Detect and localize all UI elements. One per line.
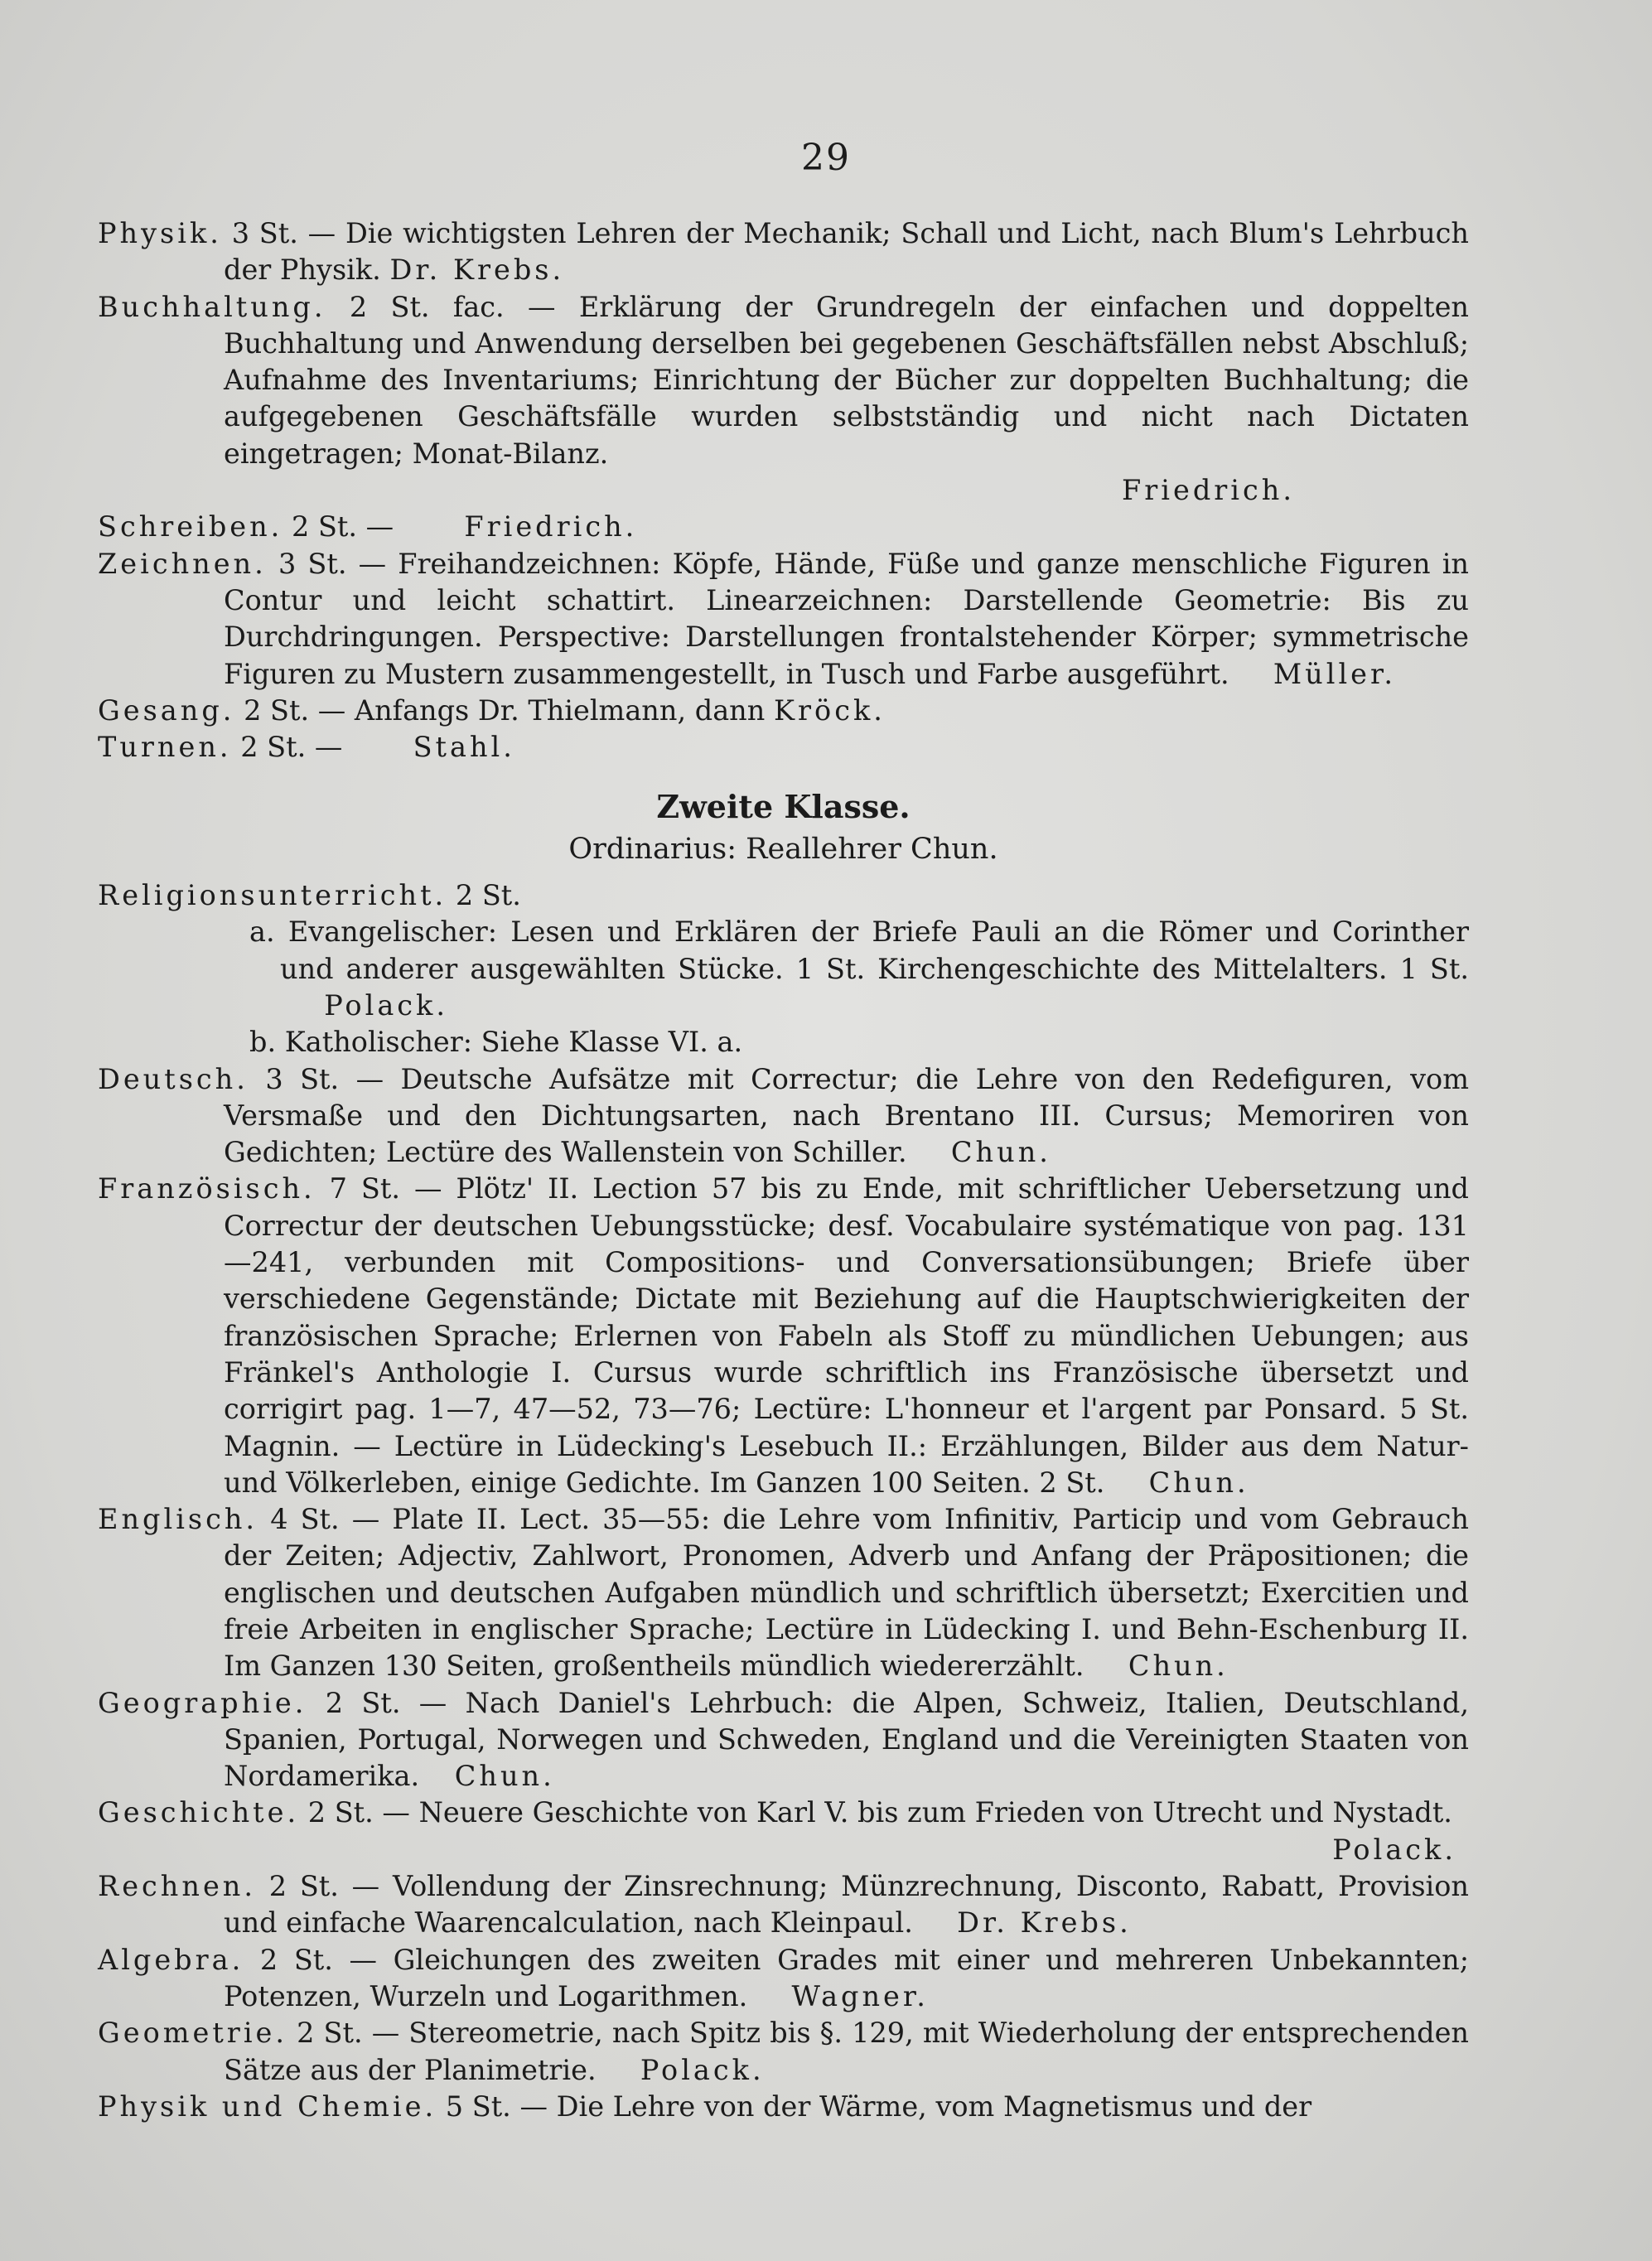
entry-buchhaltung — [98, 289, 1469, 472]
teacher: Dr. Krebs. — [389, 254, 565, 287]
entry-text: 2 St. — [455, 879, 521, 912]
subject: Algebra. — [98, 1943, 244, 1976]
subject: Geographie. — [98, 1686, 307, 1719]
entry-buchhaltung-teacher — [98, 472, 1469, 509]
teacher: Chun. — [1148, 1466, 1249, 1499]
teacher: Chun. — [454, 1760, 555, 1793]
entry-text: 2 St. — Vollendung der Zinsrechnung; Münzrechnung, Disconto, Rabatt, Provision und einfache Waarencalculation, nach Kleinpaul. — [224, 1870, 1469, 1940]
ordinarius-heading: Ordinarius: Reallehrer Chun. — [568, 832, 998, 866]
entry-geographie — [98, 1685, 1469, 1795]
entry-zeichnen — [98, 546, 1469, 693]
entry-franzoesisch — [98, 1171, 1469, 1501]
teacher: Chun. — [950, 1136, 1051, 1169]
entry-text: 2 St. — — [292, 510, 394, 544]
entry-text: 2 St. — Stereometrie, nach Spitz bis §. 129, mit Wiederholung der entsprechenden Sätze aus der Planimetrie. — [224, 2017, 1469, 2086]
entry-physik — [98, 215, 1469, 289]
teacher: Kröck. — [773, 693, 886, 727]
teacher: Friedrich. — [464, 510, 638, 544]
teacher: Müller. — [1273, 657, 1396, 690]
sub-label: a. — [249, 916, 275, 949]
subject: Buchhaltung. — [98, 290, 326, 323]
teacher: Polack. — [640, 2053, 765, 2086]
entry-algebra — [98, 1942, 1469, 2016]
entry-rechnen — [98, 1868, 1469, 1942]
page-content — [98, 215, 1469, 2125]
entry-deutsch — [98, 1061, 1469, 1172]
entry-text: 3 St. — Freihandzeichnen: Köpfe, Hände, Füße und ganze menschliche Figuren in Contur und leicht schattirt. Linearzeichnen: Darstellende Geometrie: Bis zu Durchdringungen. Perspective: Darstellungen frontalstehender Körper; symmetrische Figuren zu Mustern zusammengestellt, in Tusch und Farbe ausgeführt. — [224, 547, 1469, 690]
subject: Französisch. — [98, 1172, 316, 1205]
class-heading: Zweite Klasse. — [656, 788, 911, 826]
entry-text: 7 St. — Plötz' II. Lection 57 bis zu Ende, mit schriftlicher Uebersetzung und Correctur der deutschen Uebungsstücke; desf. Vocabulaire systématique von pag. 131—241, verbunden mit Compositions- und Conversationsübungen; Briefe über verschiedene Gegenstände; Dictate mit Beziehung auf die Hauptschwierigkeiten der französischen Sprache; Erlernen von Fabeln als Stoff zu mündlichen Uebungen; aus Fränkel's Anthologie I. Cursus wurde schriftlich ins Französische übersetzt und corrigirt pag. 1—7, 47—52, 73—76; Lectüre: L'honneur et l'argent par Ponsard. 5 St. Magnin. — Lectüre in Lüdecking's Lesebuch II.: Erzählungen, Bilder aus dem Natur- und Völkerleben, einige Gedichte. Im Ganzen 100 Seiten. 2 St. — [224, 1172, 1469, 1499]
entry-text: 3 St. — Die wichtigsten Lehren der Mechanik; Schall und Licht, nach Blum's Lehrbuch der Physik. — [224, 217, 1469, 287]
subject: Physik. — [98, 217, 222, 249]
subject: Schreiben. — [98, 510, 283, 544]
entry-religion-b — [98, 1024, 1469, 1060]
teacher: Polack. — [324, 988, 448, 1022]
entry-text: 2 St. — Anfangs Dr. Thielmann, dann — [244, 693, 766, 727]
entry-text: 2 St. — Gleichungen des zweiten Grades mit einer und mehreren Unbekannten; Potenzen, Wurzeln und Logarithmen. — [224, 1943, 1469, 2012]
entry-schreiben — [98, 509, 1469, 545]
entry-geschichte-teacher — [98, 1832, 1469, 1868]
subject: Gesang. — [98, 693, 235, 727]
subject: Deutsch. — [98, 1062, 249, 1095]
entry-text: 2 St. — — [240, 731, 343, 764]
entry-text: 2 St. — Nach Daniel's Lehrbuch: die Alpen, Schweiz, Italien, Deutschland, Spanien, Portugal, Norwegen und Schweden, England und die Vereinigten Staaten von Nordamerika. — [224, 1686, 1469, 1793]
subject: Physik und Chemie. — [98, 2089, 437, 2123]
subject: Religionsunterricht. — [98, 879, 447, 912]
teacher: Wagner. — [791, 1979, 929, 2012]
entry-gesang — [98, 693, 1469, 729]
entry-text: Evangelischer: Lesen und Erklären der Briefe Pauli an die Römer und Corinther und anderer ausgewählten Stücke. 1 St. Kirchengeschichte des Mittelalters. 1 St. — [280, 916, 1469, 985]
subject: Rechnen. — [98, 1870, 257, 1903]
entry-turnen — [98, 729, 1469, 766]
subject: Englisch. — [98, 1503, 258, 1536]
entry-text: 3 St. — Deutsche Aufsätze mit Correctur; die Lehre von den Redefiguren, vom Versmaße und den Dichtungsarten, nach Brentano III. Cursus; Memoriren von Gedichten; Lectüre des Wallenstein von Schiller. — [224, 1062, 1469, 1169]
subject: Turnen. — [98, 731, 232, 764]
teacher: Stahl. — [413, 731, 515, 764]
entry-text: 2 St. fac. — Erklärung der Grundregeln der einfachen und doppelten Buchhaltung und Anwendung derselben bei gegebenen Geschäftsfällen nebst Abschluß; Aufnahme des Inventariums; Einrichtung der Bücher zur doppelten Buchhaltung; die aufgegebenen Geschäftsfälle wurden selbstständig und nicht nach Dictaten eingetragen; Monat-Bilanz. — [224, 290, 1469, 470]
subject: Geschichte. — [98, 1796, 300, 1829]
entry-text: 2 St. — Neuere Geschichte von Karl V. bis zum Frieden von Utrecht und Nystadt. — [307, 1796, 1452, 1829]
subject: Geometrie. — [98, 2017, 288, 2050]
teacher: Chun. — [1128, 1650, 1229, 1683]
page-number: 29 — [801, 137, 851, 179]
teacher: Friedrich. — [1122, 474, 1295, 507]
entry-englisch — [98, 1501, 1469, 1684]
entry-geschichte — [98, 1795, 1469, 1831]
entry-text: 5 St. — Die Lehre von der Wärme, vom Magnetismus und der — [445, 2089, 1312, 2123]
entry-text: 4 St. — Plate II. Lect. 35—55: die Lehre vom Infinitiv, Particip und vom Gebrauch der Zeiten; Adjectiv, Zahlwort, Pronomen, Adverb und Anfang der Präpositionen; die englischen und deutschen Aufgaben mündlich und schriftlich übersetzt; Exercitien und freie Arbeiten in englischer Sprache; Lectüre in Lüdecking I. und Behn-Eschenburg II. Im Ganzen 130 Seiten, großentheils mündlich wiedererzählt. — [224, 1503, 1469, 1683]
teacher: Dr. Krebs. — [957, 1906, 1132, 1940]
entry-religion — [98, 877, 1469, 914]
entry-religion-a — [98, 914, 1469, 1024]
sub-label: b. — [249, 1026, 277, 1059]
entry-geometrie — [98, 2015, 1469, 2089]
teacher: Polack. — [1332, 1833, 1456, 1866]
entry-text: Katholischer: Siehe Klasse VI. a. — [284, 1026, 743, 1059]
subject: Zeichnen. — [98, 547, 267, 580]
entry-physik-chemie — [98, 2089, 1469, 2125]
